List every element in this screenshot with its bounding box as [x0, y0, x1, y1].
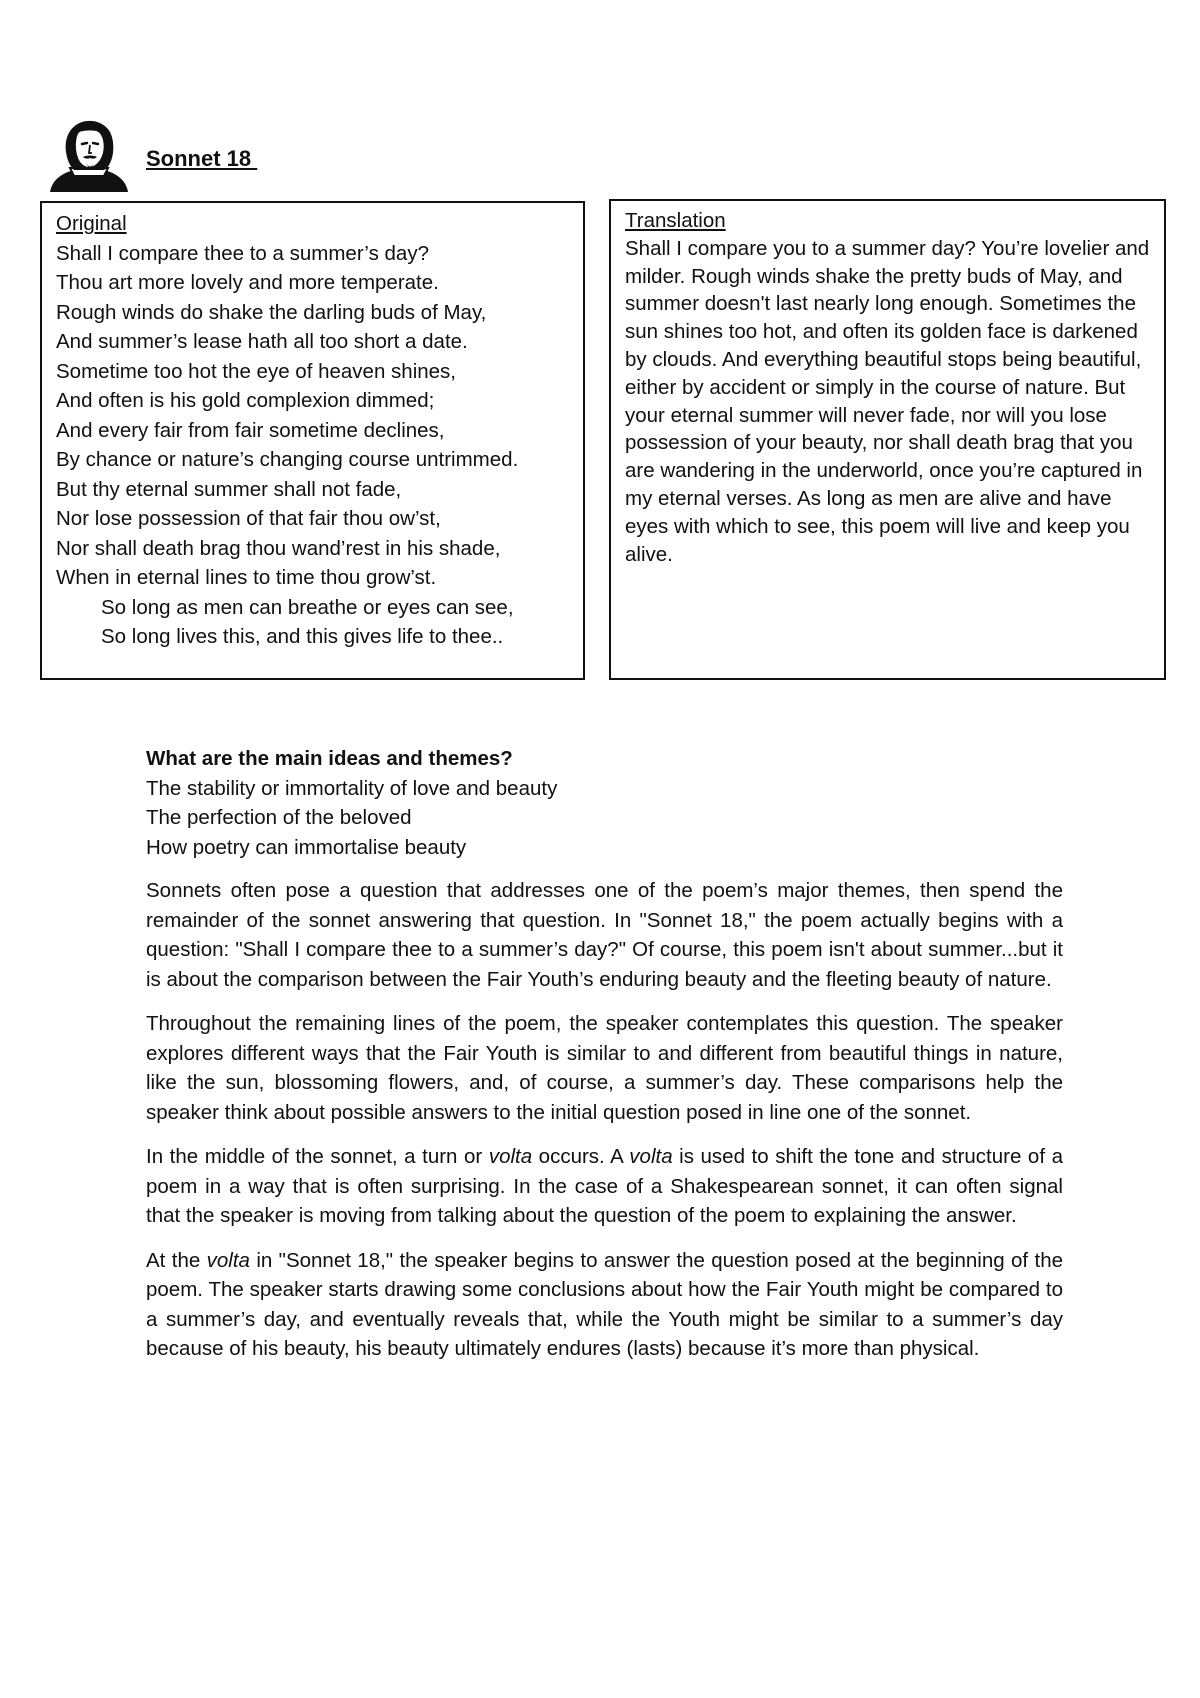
shakespeare-portrait-icon: [48, 118, 130, 192]
text-run: At the: [146, 1248, 207, 1272]
translation-box: [609, 199, 1166, 680]
poem-line: Thou art more lovely and more temperate.: [56, 271, 439, 294]
paragraph-questions: Sonnets often pose a question that addresses one of the poem’s major themes, then spend the remainder of the sonnet answering that question. In "Sonnet 18," the poem actually begins with a question: "Shall I compare thee to a summer’s day?" Of course, this poem isn't about summer...but it is about the comparison between the Fair Youth’s enduring beauty and the fleeting beauty of nature.: [146, 879, 1063, 991]
poem-line: Nor shall death brag thou wand’rest in his shade,: [56, 536, 501, 560]
translation-text: Shall I compare you to a summer day? You’re lovelier and milder. Rough winds shake the pretty buds of May, and summer doesn't last nearly long enough. Sometimes the sun shines too hot, and often its golden face is darkened by clouds. And everything beautiful stops being beautiful, either by accident or simply in the course of nature. But your eternal summer will never fade, nor will you lose possession of your beauty, nor shall death brag that you are wandering in the underworld, once you’re captured in my eternal verses. As long as men are alive and have eyes with which to see, this poem will live and keep you alive.: [625, 236, 1150, 566]
theme-item: The stability or immortality of love and beauty: [146, 776, 558, 800]
poem-line: Rough winds do shake the darling buds of May,: [56, 300, 487, 324]
poem-line: And every fair from fair sometime declines,: [56, 418, 445, 442]
analysis-section: [146, 744, 1063, 1364]
poem-line: By chance or nature’s changing course untrimmed.: [56, 448, 519, 471]
paragraph-answer: [146, 1246, 1063, 1364]
original-sonnet-box: [40, 201, 585, 680]
poem-line: Nor lose possession of that fair thou ow’st,: [56, 507, 441, 530]
text-run: In the middle of the sonnet, a turn or: [146, 1145, 489, 1168]
italic-term: volta: [206, 1248, 250, 1272]
text-run: in "Sonnet 18," the speaker begins to answer the question posed at the beginning of the poem. The speaker starts drawing some conclusions about how the Fair Youth might be compared to a summer’s day, and eventually reveals that, while the Youth might be similar to a summer’s day because of his beauty, his beauty ultimately endures (lasts) because it’s more than physical.: [146, 1248, 1064, 1360]
poem-line: Shall I compare thee to a summer’s day?: [56, 241, 429, 265]
paragraph-comparisons: Throughout the remaining lines of the poem, the speaker contemplates this question. The speaker explores different ways that the Fair Youth is similar to and different from beautiful things in nature, like the sun, blossoming flowers, and, of course, a summer’s day. These comparisons help the speaker think about possible answers to the initial question posed in line one of the sonnet.: [146, 1012, 1063, 1124]
poem-line: When in eternal lines to time thou grow’st.: [56, 566, 437, 589]
couplet-line: So long lives this, and this gives life to thee..: [101, 625, 504, 648]
themes-heading: What are the main ideas and themes?: [146, 747, 513, 770]
italic-term: volta: [629, 1145, 673, 1168]
text-run: occurs. A: [532, 1145, 630, 1168]
text-run: is used to shift the tone and structure of a poem in a way that is often surprising. In the case of a Shakespearean sonnet, it can often signal that the speaker is moving from talking about the question of the poem to explaining the answer.: [146, 1145, 1063, 1227]
translation-heading: Translation: [625, 209, 726, 232]
poem-line: And summer’s lease hath all too short a date.: [56, 330, 468, 353]
page-title: Sonnet 18: [146, 146, 258, 171]
paragraph-volta: [146, 1142, 1063, 1231]
couplet-line: So long as men can breathe or eyes can see,: [101, 595, 514, 619]
poem-line: But thy eternal summer shall not fade,: [56, 477, 402, 501]
poem-line: Sometime too hot the eye of heaven shines,: [56, 359, 457, 383]
italic-term: volta: [488, 1145, 533, 1168]
original-heading: Original: [56, 212, 127, 235]
theme-item: The perfection of the beloved: [146, 806, 412, 829]
poem-line: And often is his gold complexion dimmed;: [56, 389, 435, 412]
theme-item: How poetry can immortalise beauty: [146, 835, 467, 859]
